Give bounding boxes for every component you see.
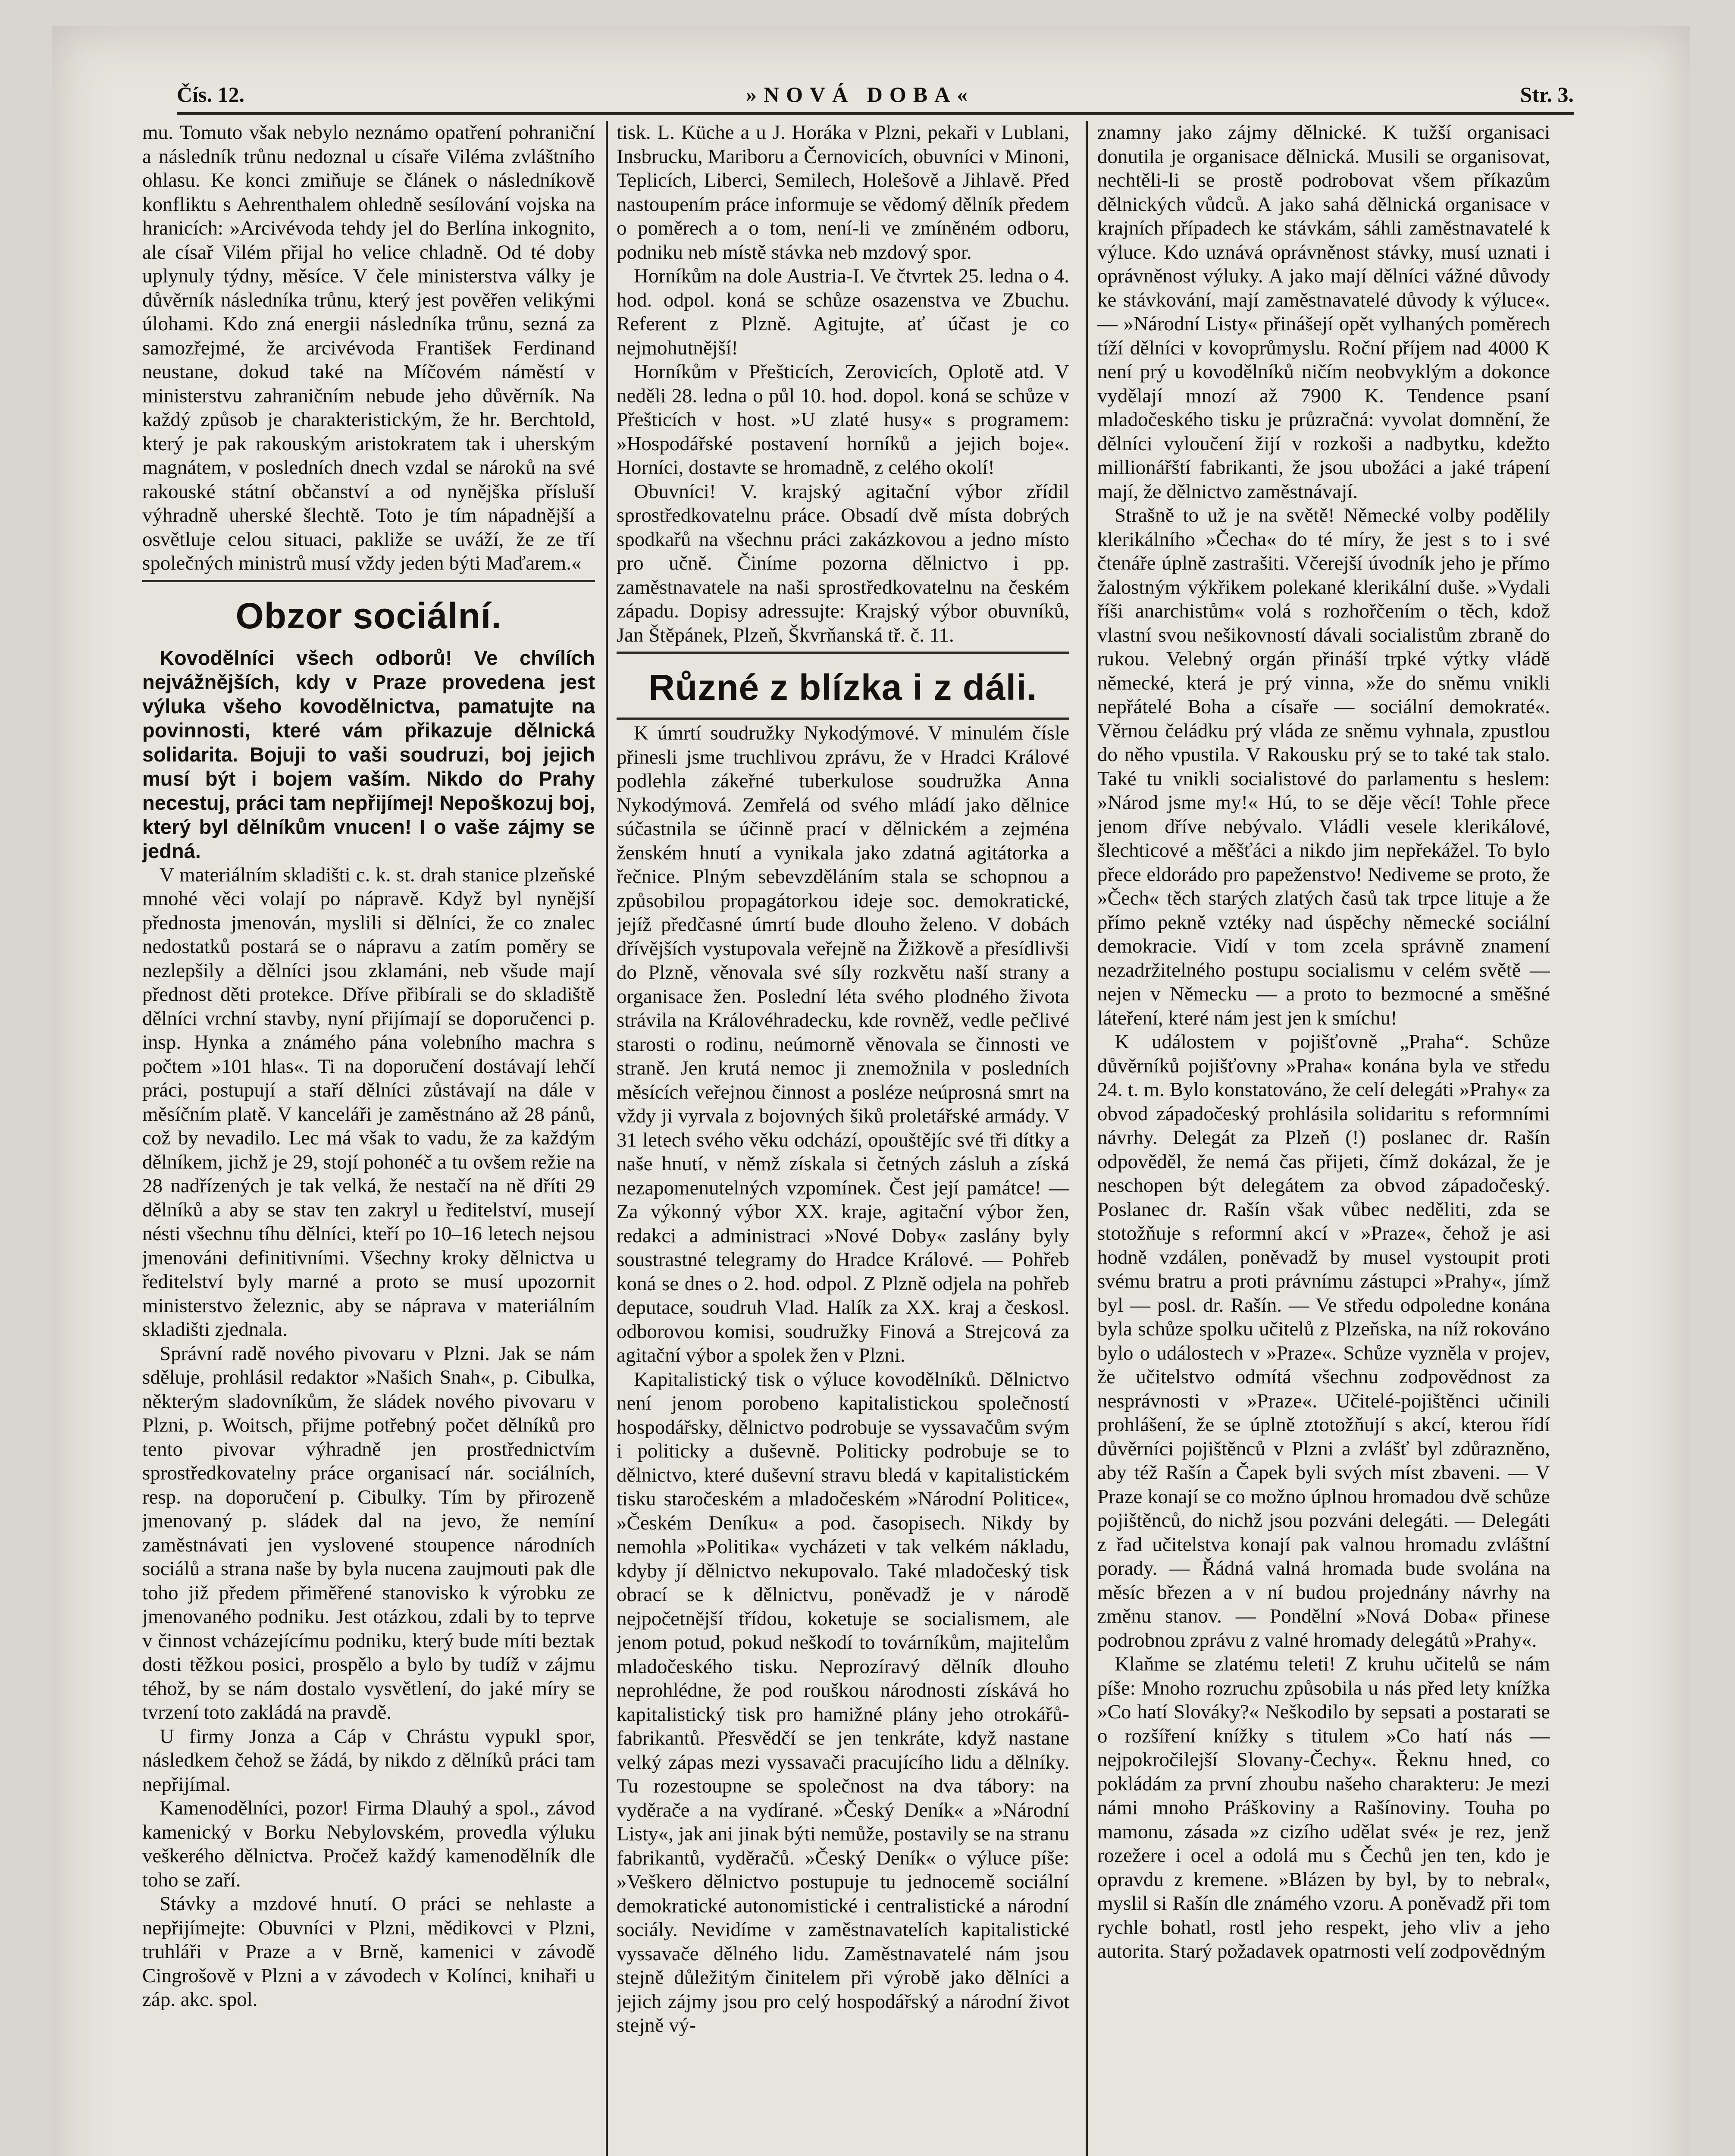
article-tisk-continued: znamny jako zájmy dělnické. K tužší organisaci donutila je organisace dělnická. Musili se organisovat, nechtěli-li se prostě podrobovat všem příkazům dělnických vůdců. A jako sahá dělnická organisace v krajních případech ke stávkám, sáhli zaměstnavatelé k výluce. Kdo uznává oprávněnost stávky, musí uznati i oprávněnost výluky. A jako mají dělníci vážné důvody ke stávkování, mají zaměstnavatelé důvody k výluce«. — »Národní Listy« přinášejí opět vylhaných poměrech tíží dělníci v kovoprůmyslu. Roční příjem nad 4000 K není prý u kovodělníků ničím neobvyklým a dokonce vydělají mnozí až 7900 K. Tendence psaní mladočeského tisku je průzračná: vyvolat domnění, že dělníci vyloučení žijí v rozkoši a nadbytku, kdežto millionářští fabrikanti, že jsou ubožáci a jaké trápení mají, že dělnictvo zaměstnávají. bbox=[1097, 121, 1550, 503]
article-pojistovna-praha: K událostem v pojišťovně „Praha“. Schůze důvěrníků pojišťovny »Praha« konána byla ve středu 24. t. m. Bylo konstatováno, že celí delegáti »Prahy« za obvod západočeský prohlásila solidaritu s reformními návrhy. Delegát za Plzeň (!) poslanec dr. Rašín odpověděl, že nemá čas přijeti, čímž dokázal, že je neschopen být delegátem za obvod západočeský. Poslanec dr. Rašín však vůbec neděliti, zda se stotožňuje s reformní akcí v »Praze«, čehož je asi hodně vzdálen, poněvadž by musel vystoupit proti svému bratru a proti právnímu zástupci »Prahy«, jímž byl — posl. dr. Rašín. — Ve středu odpoledne konána byla schůze spolku učitelů z Plzeňska, na níž rokováno bylo o událostech v »Praze«. Schůze vyzněla v projev, že učitelstvo odmítá všechnu zodpovědnost za nesprávnosti v »Praze«. Učitelé-pojištěnci učinili prohlášení, že se úplně ztotožňují s akcí, kterou řídí důvěrníci pojištěnců v Plzni a zvlášť byl zdůrazněno, aby též Rašín a Čapek byli svých míst zbaveni. — V Praze konají se co možno úplnou hromadou dvě schůze pojištěnců, do nichž jsou pozváni delegáti. — Delegáti z řad učitelstva konají pak valnou hromadu zvláštní porady. — Řádná valná hromada bude svolána na měsíc březen a v ní budou projednány návrhy na změnu stanov. — Pondělní »Nová Doba« přinese podrobnou zprávu z valné hromady delegátů »Prahy«. bbox=[1097, 1031, 1550, 1651]
article-obuvnici: Obuvníci! V. krajský agitační výbor zřídil sprostředkovatelnu práce. Obsadí dvě místa dobrých spodkařů na všechnu práci zakázkovou a jedno místo pro učně. Činíme pozorna dělnictvo i pp. zaměstnavatele na naši sprostředkovatelnu na českém západu. Dopisy adressujte: Krajský výbor obuvníků, Jan Štěpánek, Plzeň, Škvrňanská tř. č. 11. bbox=[617, 480, 1069, 646]
newspaper-title: »NOVÁ DOBA« bbox=[746, 82, 975, 107]
article-austria: Horníkům na dole Austria-I. Ve čtvrtek 25. ledna o 4. hod. odpol. koná se schůze osazenstva ve Zbuchu. Referent z Plzně. Agitujte, ať účast je co nejmohutnější! bbox=[617, 265, 1069, 359]
column-divider bbox=[606, 121, 608, 2156]
section-title-misc: Různé z blízka i z dáli. bbox=[648, 667, 1037, 708]
article-pivovar: Správní radě nového pivovaru v Plzni. Jak se nám sděluje, prohlásil redaktor »Našich Snah«, p. Cibulka, některým sladovníkům, že sládek nového pivovaru v Plzni, p. Woitsch, přijme potřebný počet dělníků pro tento pivovar výhradně jen prostřednictvím sprostředkovatelny práce organisací nár. sociálních, resp. na doporučení p. Cibulky. Tím by přirozeně jmenovaný p. sládek dal na jevo, že nemíní zaměstnávati jen vyslovené stoupence národních sociálů a strana naše by byla nucena zaujmouti pak dle toho již předem přiměřené stanovisko k výrobku ze jmenovaného podniku. Jest otázkou, zdali by to teprve v činnost vcházejícímu podniku, který bude míti beztak dosti těžkou posici, prospělo a bylo by tudíž v zájmu téhož, by se nám dostalo vysvětlení, do jaké míry se tvrzení toto zakládá na pravdě. bbox=[142, 1342, 595, 1724]
article-stavky: Stávky a mzdové hnutí. O práci se nehlaste a nepřijímejte: Obuvníci v Plzni, mědikovci v Plzni, truhláři v Praze a v Brně, kamenici v závodě Cingrošově v Plzni a v závodech v Kolínci, knihaři u záp. akc. spol. bbox=[142, 1893, 595, 2011]
section-divider bbox=[142, 580, 595, 582]
page-header bbox=[177, 65, 1574, 115]
section-divider bbox=[617, 718, 1069, 720]
article-kovodelnici: Kovodělníci všech odborů! Ve chvílích nejvážnějších, kdy v Praze provedena jest výluka všeho kovodělnictva, pamatujte na povinnosti, které vám přikazuje dělnická solidarita. Bojuji to vaši soudruzi, boj jejich musí být i bojem vaším. Nikdo do Prahy necestuj, práci tam nepřijímej! Nepoškozuj boj, který byl dělníkům vnucen! I o vaše zájmy se jedná. bbox=[142, 646, 595, 862]
article-prestice: Horníkům v Přešticích, Zerovicích, Oplotě atd. V neděli 28. ledna o půl 10. hod. dopol. koná se schůze v Přešticích v host. »U zlaté husy« s programem: »Hospodářské postavení horníků a jejich boje«. Horníci, dostavte se hromadně, z celého okolí! bbox=[617, 360, 1069, 479]
article-kamenodelnici: Kamenodělníci, pozor! Firma Dlauhý a spol., závod kamenický v Borku Nebylovském, provedla výluku veškerého dělnictva. Pročež každý kamenodělník dle toho se zaří. bbox=[142, 1797, 595, 1891]
column-2 bbox=[617, 121, 1069, 2156]
article-jonza-cap: U firmy Jonza a Cáp v Chrástu vypukl spor, následkem čehož se žádá, by nikdo z dělníků práci tam nepřijímal. bbox=[142, 1725, 595, 1796]
section-divider bbox=[617, 652, 1069, 654]
column-3 bbox=[1097, 121, 1550, 2156]
article-strasne: Strašně to už je na světě! Německé volby podělily klerikálního »Čecha« do té míry, že jest s to i své čtenáře úplně zastrašiti. Včerejší úvodník jeho je přímo žalostným výkřikem polekané klerikální duše. »Vydali říši anarchistům« volá s rozhořčením o těch, kdož vlastní svou nešikovností dávali socialistům zbraně do rukou. Velebný orgán přináší trpké výtky vládě německé, která je prý vinna, »že do sněmu vnikli nepřátelé Boha a císaře — sociální demokraté«. Věrnou čeládku prý vláda ze sněmu vyhnala, zpustlou do něho vpustila. V Rakousku prý se to také tak stalo. Také tu vnikli socialistové do parlamentu s heslem: »Národ jsme my!« Hú, to se děje věcí! Tohle přece jenom dříve nebývalo. Vládli vesele klerikálové, šlechticové a měšťáci a nikdo jim nepřekážel. To bylo přece eldorádo pro papeženstvo! Nediveme se proto, že »Čech« těch starých zlatých časů tak trpce lituje a že přímo pekně vztéky nad úspěchy německé sociální demokracie. Vidí v tom zcela správně znamení nezadržitelného postupu socialismu v celém světě — nejen v Německu — a proto to bezmocné a směšné láteření, které nám jest jen k smíchu! bbox=[1097, 504, 1550, 1029]
section-title-social: Obzor sociální. bbox=[235, 595, 502, 636]
article-continuation: mu. Tomuto však nebylo neznámo opatření pohraniční a následník trůnu nedoznal u císaře Viléma zvláštního ohlasu. Ke konci zmiňuje se článek o následníkově konfliktu s Aehrenthalem ohledně sesílování vojska na hranicích: »Arcivévoda tehdy jel do Berlína inkognito, ale císař Vilém přijal ho velice chladně. Od té doby uplynuly týdny, měsíce. V čele ministerstva války je důvěrník následníka trůnu, který jest pověřen velikými úlohami. Kdo zná energii následníka trůnu, sezná za samozřejmé, že arcivévoda František Ferdinand neustane, dokud také na Míčovém náměstí v ministerstvu zahraničním nebude jeho důvěrník. Na každý způsob je charakteristickým, že hr. Berchtold, který je pak rakouským aristokratem tak i uherským magnátem, v posledních dnech vzdal se nároků na své rakouské státní občanství a od nynějška přísluší výhradně uherské šlechtě. Toto je tím nápadnější a osvětluje celou situaci, pakliže se uváží, že ze tří společných ministrů musí vždy jeden býti Maďarem.« bbox=[142, 121, 595, 574]
article-materialni-skladiste: V materiálním skladišti c. k. st. drah stanice plzeňské mnohé věci volají po nápravě. Když byl nynější přednosta jmenován, myslili si dělníci, že co znalec nedostatků postará se o nápravu a zatím poměry se nezlepšily a dělníci jsou zklamáni, neb všude mají přednost děti protekce. Dříve přibírali se do skladiště dělníci vrchní stavby, nyní přijímají se doporučenci p. insp. Hynka a známého pána volebního machra s počtem »101 hlas«. Ti na doporučení dostávají lehčí práci, postupují a staří dělníci zůstávají na dále v měsíčním platě. V kanceláři je zaměstnáno až 28 pánů, což by nevadilo. Lec má však to vadu, že za každým dělníkem, jichž je 29, stojí pohonéč a tu ovšem režie na 28 nadřízených je tak velká, že nestačí na ně dříti 29 dělníků a aby se stav ten zakryl u ředitelství, musejí nésti všechnu tíhu dělníci, kteří po 10–16 letech nejsou jmenováni definitivními. Všechny kroky dělnictva u ředitelství byly marné a proto se musí upozornit ministerstvo železnic, aby se náprava v materiálním skladišti zjednala. bbox=[142, 863, 595, 1341]
column-1 bbox=[142, 121, 595, 2156]
page-number: Str. 3. bbox=[1520, 82, 1574, 107]
article-nykodymova: K úmrtí soudružky Nykodýmové. V minulém čísle přinesli jsme truchlivou zprávu, že v Hradci Králové podlehla zákeřné tuberkulose soudružka Anna Nykodýmová. Zemřelá od svého mládí jako dělnice súčastnila se účinně prací v dělnickém a zejména ženském hnutí a vynikala jako zdatná agitátorka a řečnice. Plným sebevzděláním stala se schopnou a způsobilou propagátorkou ideje soc. demokratické, jejíž předčasné úmrtí bude dlouho želeno. V dobách dřívějších vystupovala veřejně na Žižkově a přesídlivši do Plzně, věnovala své síly rozkvětu naší strany a organisace žen. Poslední léta svého plodného života strávila na Královéhradecku, kde rovněž, vedle pečlivé starosti o rodinu, neúmorně věnovala se činnosti ve straně. Jen krutá nemoc ji znemožnila v posledních měsících veřejnou činnost a posléze neúprosná smrt na vždy ji vyrvala z bojovných šiků proletářské armády. V 31 letech svého věku odchází, opouštějíc své tři dítky a naše hnutí, v němž získala si četných zásluh a získá nezapomenutelných vzpomínek. Čest její památce! — Za výkonný výbor XX. kraje, agitační výbor žen, redakci a administraci »Nové Doby« zaslány byly soustrastné telegramy do Hradce Králové. — Pohřeb koná se dnes o 2. hod. odpol. Z Plzně odjela na pohřeb deputace, soudruh Vlad. Halík za XX. kraj a českosl. odborovou komisi, soudružky Finová a Strejcová za agitační výbor a spolek žen v Plzni. bbox=[617, 722, 1069, 1366]
issue-number: Čís. 12. bbox=[177, 82, 244, 107]
article-stavky-continued: tisk. L. Küche a u J. Horáka v Plzni, pekaři v Lublani, Insbrucku, Mariboru a Černovicích, obuvníci v Minoni, Teplicích, Liberci, Semilech, Holešově a Jihlavě. Před nastoupením práce informuje se vědomý dělník předem o poměrech a o tom, není-li ve zmíněném odboru, podniku neb místě stávka neb mzdový spor. bbox=[617, 121, 1069, 263]
column-divider bbox=[1086, 121, 1088, 2156]
article-kapitalisticky-tisk: Kapitalistický tisk o výluce kovodělníků. Dělnictvo není jenom porobeno kapitalistickou společností hospodářsky, dělnictvo podrobuje se vyssavačům svým i politicky a duševně. Politicky podrobuje se to dělnictvo, které duševní stravu bledá v kapitalistickém tisku staročeském a mladočeském »Národní Politice«, »Českém Deníku« a pod. časopisech. Nikdy by nemohla »Politika« vycházeti v tak velkém nákladu, kdyby jí dělnictvo nekupovalo. Také mladočeský tisk obrací se k dělnictvu, poněvadž je v národě nejpočetnější třídou, koketuje se socialismem, ale jenom potud, pokud neškodí to továrníkům, majitelům mladočeského tisku. Neprozíravý dělník dlouho neprohlédne, že pod rouškou národnosti získává ho kapitalistický tisk pro hamižné plány jeho otrokářů-fabrikantů. Přesvědčí se jen tenkráte, když nastane velký zápas mezi vyssavači pracujícího lidu a dělníky. Tu rozestoupne se společnost na dva tábory: na vyděrače a na vydírané. »Český Deník« a »Národní Listy«, jak ani jinak býti nemůže, postavily se na stranu fabrikantů, vyděračů. »Český Deník« o výluce píše: »Veškero dělnictvo postupuje tu jednocemě sociální demokratické autonomistické i centralistické a národní sociály. Nevidíme v zaměstnavatelích kapitalistické vyssavače dělného lidu. Zaměstnavatelé nám jsou stejně důležitým činitelem při výrobě jako dělníci a jejich zájmy jsou pro celý hospodářský a národní život stejně vý- bbox=[617, 1368, 1069, 2037]
article-zlate-tele: Klaňme se zlatému teleti! Z kruhu učitelů se nám píše: Mnoho rozruchu způsobila u nás před lety knížka »Co hatí Slováky?« Neškodilo by sepsati a postarati se o rozšíření knížky s titulem »Co hatí nás — nejpokročilejší Slovany-Čechy«. Řeknu hned, co pokládám za první zhoubu našeho charakteru: Je mezi námi mnoho Práškoviny a Rašínoviny. Touha po mamonu, zásada »z cizího udělat své« je rez, jenž rozežere i ocel a odolá mu s Čechů jen ten, kdo je opravdu z kremene. »Blázen by byl, by to nebral«, myslil si Rašín dle známého vzoru. A poněvadž při tom rychle bohatl, rostl jeho respekt, jeho vliv a jeho autorita. Starý požadavek opatrnosti velí zodpovědným bbox=[1097, 1653, 1550, 1962]
